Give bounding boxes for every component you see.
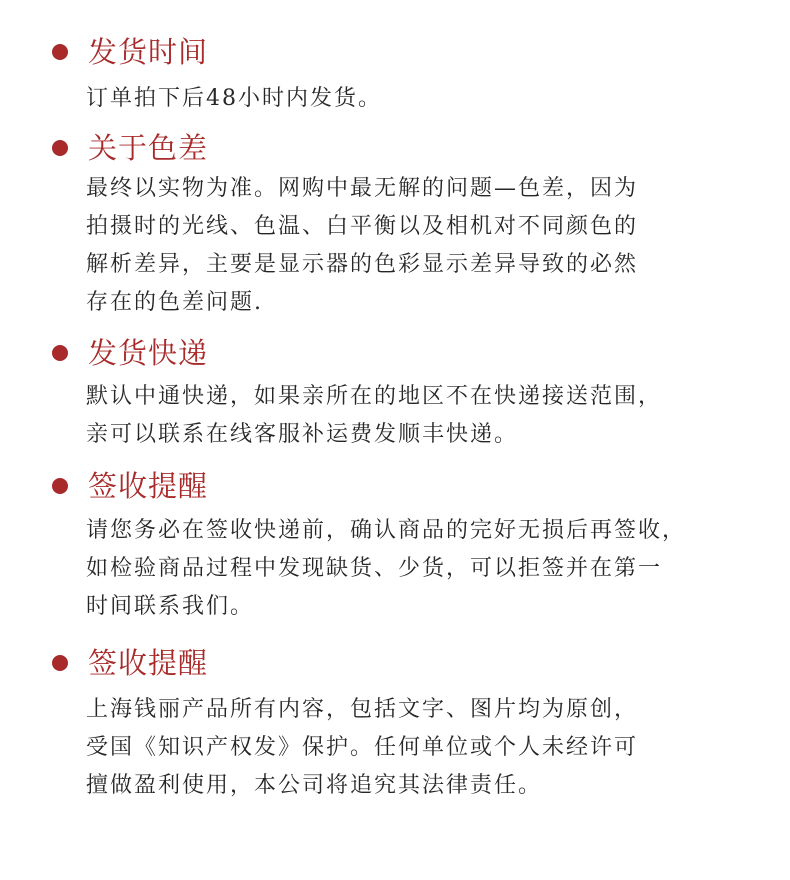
- section-title: 签收提醒: [88, 469, 209, 503]
- body-line: 请您务必在签收快递前，确认商品的完好无损后再签收，: [86, 518, 687, 543]
- body-line: 订单拍下后48小时内发货。: [86, 86, 382, 111]
- bullet-dot-icon: [52, 44, 68, 60]
- body-line: 受国《知识产权发》保护。任何单位或个人未经许可: [86, 735, 639, 760]
- section-body: [86, 691, 766, 805]
- section-body: [86, 170, 766, 322]
- bullet-dot-icon: [52, 140, 68, 156]
- section-body: [86, 80, 766, 118]
- section-title: 发货快递: [88, 336, 209, 370]
- body-line: 最终以实物为准。网购中最无解的问题—色差，因为: [86, 176, 639, 201]
- body-line: 上海钱丽产品所有内容，包括文字、图片均为原创，: [86, 697, 639, 722]
- section-heading: [52, 32, 208, 72]
- body-line: 亲可以联系在线客服补运费发顺丰快递。: [86, 422, 519, 447]
- section-heading: [52, 643, 208, 683]
- body-line: 如检验商品过程中发现缺货、少货，可以拒签并在第一: [86, 556, 663, 581]
- section-heading: [52, 466, 208, 506]
- body-line: 解析差异，主要是显示器的色彩显示差异导致的必然: [86, 252, 639, 277]
- section-body: [86, 378, 766, 454]
- body-line: 擅做盈利使用，本公司将追究其法律责任。: [86, 773, 543, 798]
- bullet-dot-icon: [52, 345, 68, 361]
- body-line: 默认中通快递，如果亲所在的地区不在快递接送范围，: [86, 384, 663, 409]
- body-line: 时间联系我们。: [86, 594, 255, 619]
- section-title: 签收提醒: [88, 646, 209, 680]
- bullet-dot-icon: [52, 478, 68, 494]
- section-title: 发货时间: [88, 35, 209, 69]
- body-line: 存在的色差问题.: [86, 290, 263, 315]
- section-heading: [52, 128, 208, 168]
- section-heading: [52, 333, 208, 373]
- bullet-dot-icon: [52, 655, 68, 671]
- section-title: 关于色差: [88, 131, 209, 165]
- body-line: 拍摄时的光线、色温、白平衡以及相机对不同颜色的: [86, 214, 639, 239]
- section-body: [86, 512, 766, 626]
